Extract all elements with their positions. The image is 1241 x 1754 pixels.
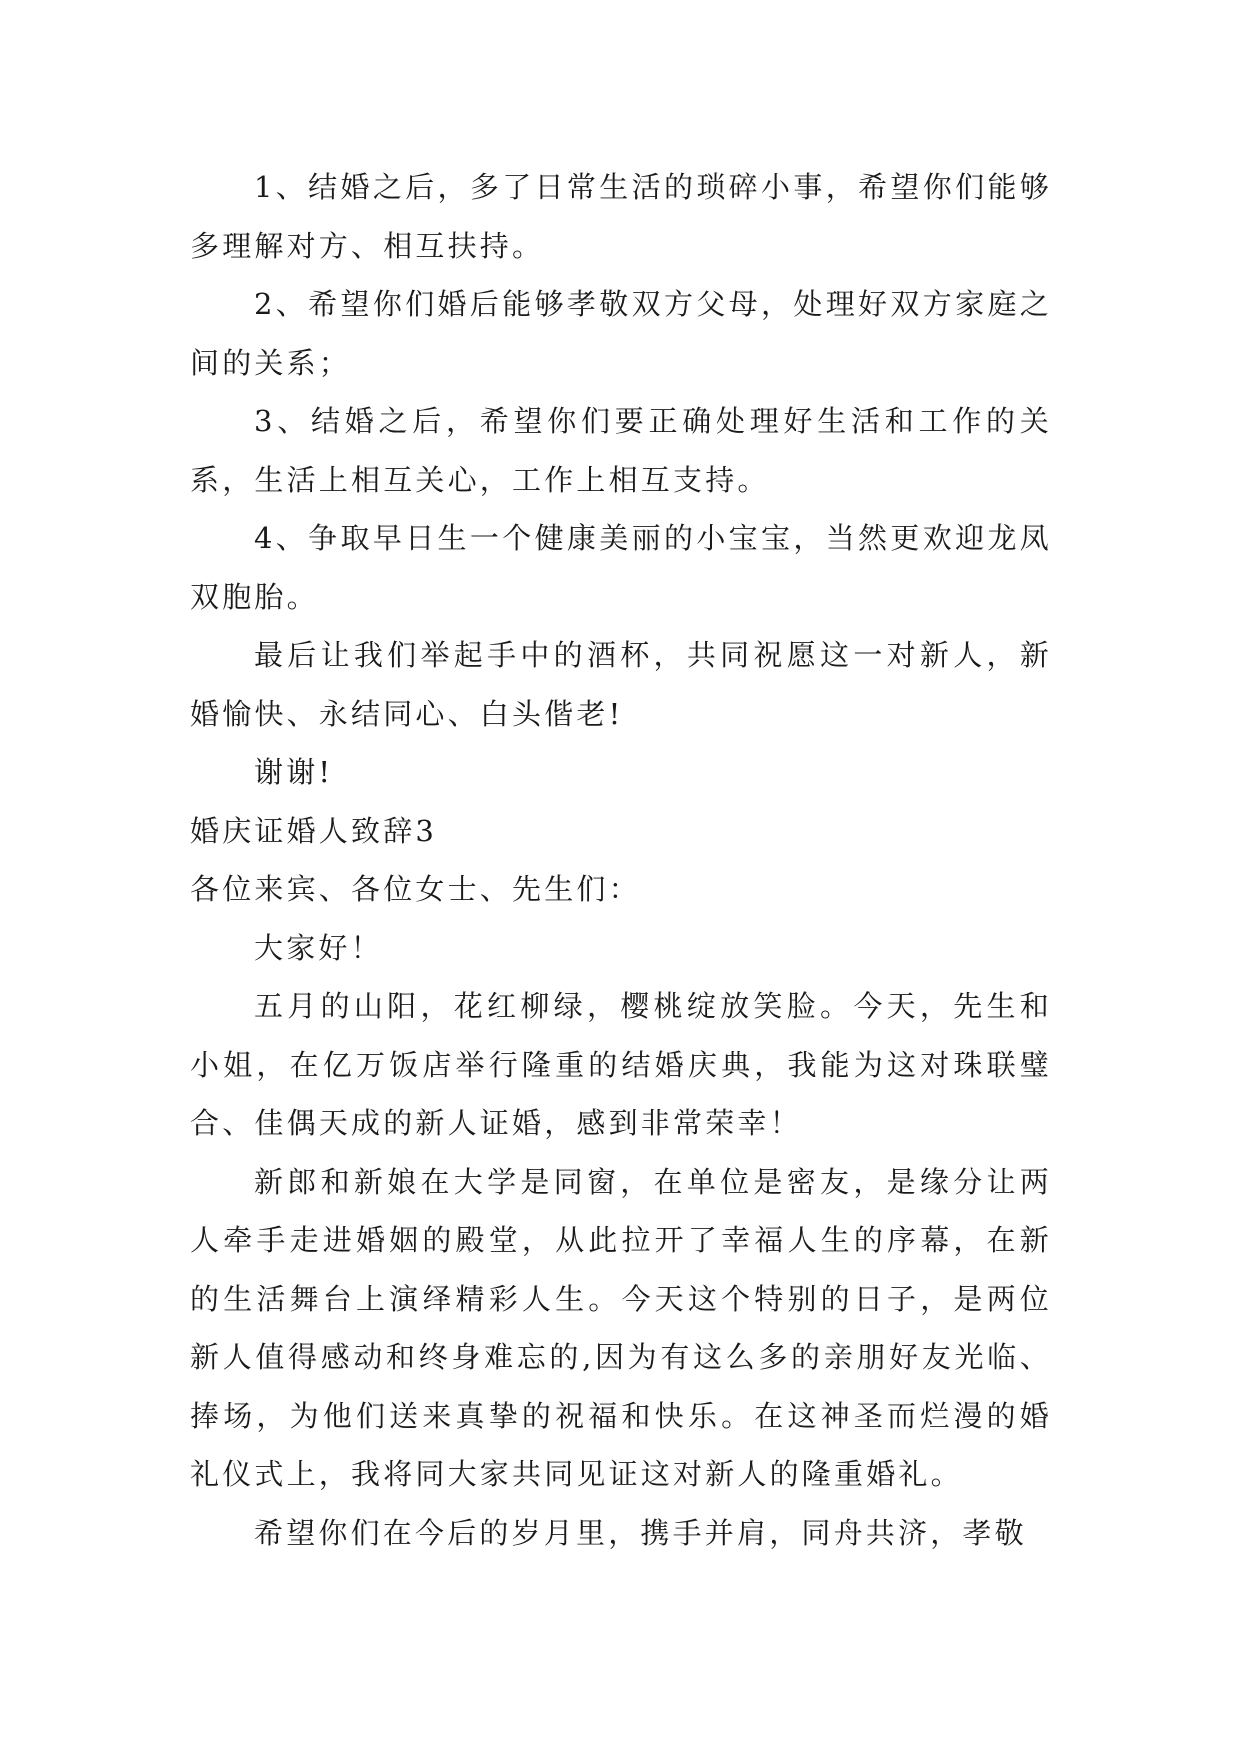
paragraph-intro: 五月的山阳，花红柳绿，樱桃绽放笑脸。今天，先生和小姐，在亿万饭店举行隆重的结婚庆典，我能为这对珠联璧合、佳偶天成的新人证婚，感到非常荣幸！ bbox=[190, 989, 1052, 1140]
paragraph-closing-toast: 最后让我们举起手中的酒杯，共同祝愿这一对新人，新婚愉快、永结同心、白头偕老! bbox=[190, 638, 1052, 731]
greeting: 大家好！ bbox=[254, 930, 383, 965]
section-heading: 婚庆证婚人致辞3 bbox=[190, 813, 438, 848]
paragraph-4: 4、争取早日生一个健康美丽的小宝宝，当然更欢迎龙凤双胞胎。 bbox=[190, 521, 1052, 614]
document-body bbox=[190, 158, 1052, 1562]
paragraph-2: 2、希望你们婚后能够孝敬双方父母，处理好双方家庭之间的关系； bbox=[190, 287, 1052, 380]
salutation: 各位来宾、各位女士、先生们： bbox=[190, 872, 641, 906]
paragraph-thanks: 谢谢! bbox=[254, 755, 334, 789]
paragraph-1: 1、结婚之后，多了日常生活的琐碎小事，希望你们能够多理解对方、相互扶持。 bbox=[190, 170, 1052, 263]
paragraph-wishes: 希望你们在今后的岁月里，携手并肩，同舟共济，孝敬 bbox=[254, 1515, 1027, 1550]
paragraph-3: 3、结婚之后，希望你们要正确处理好生活和工作的关系，生活上相互关心，工作上相互支持。 bbox=[190, 404, 1052, 497]
paragraph-couple: 新郎和新娘在大学是同窗，在单位是密友，是缘分让两人牵手走进婚姻的殿堂，从此拉开了幸福人生的序幕，在新的生活舞台上演绎精彩人生。今天这个特别的日子，是两位新人值得感动和终身难忘的,因为有这么多的亲朋好友光临、捧场，为他们送来真挚的祝福和快乐。在这神圣而烂漫的婚礼仪式上，我将同大家共同见证这对新人的隆重婚礼。 bbox=[190, 1164, 1052, 1491]
